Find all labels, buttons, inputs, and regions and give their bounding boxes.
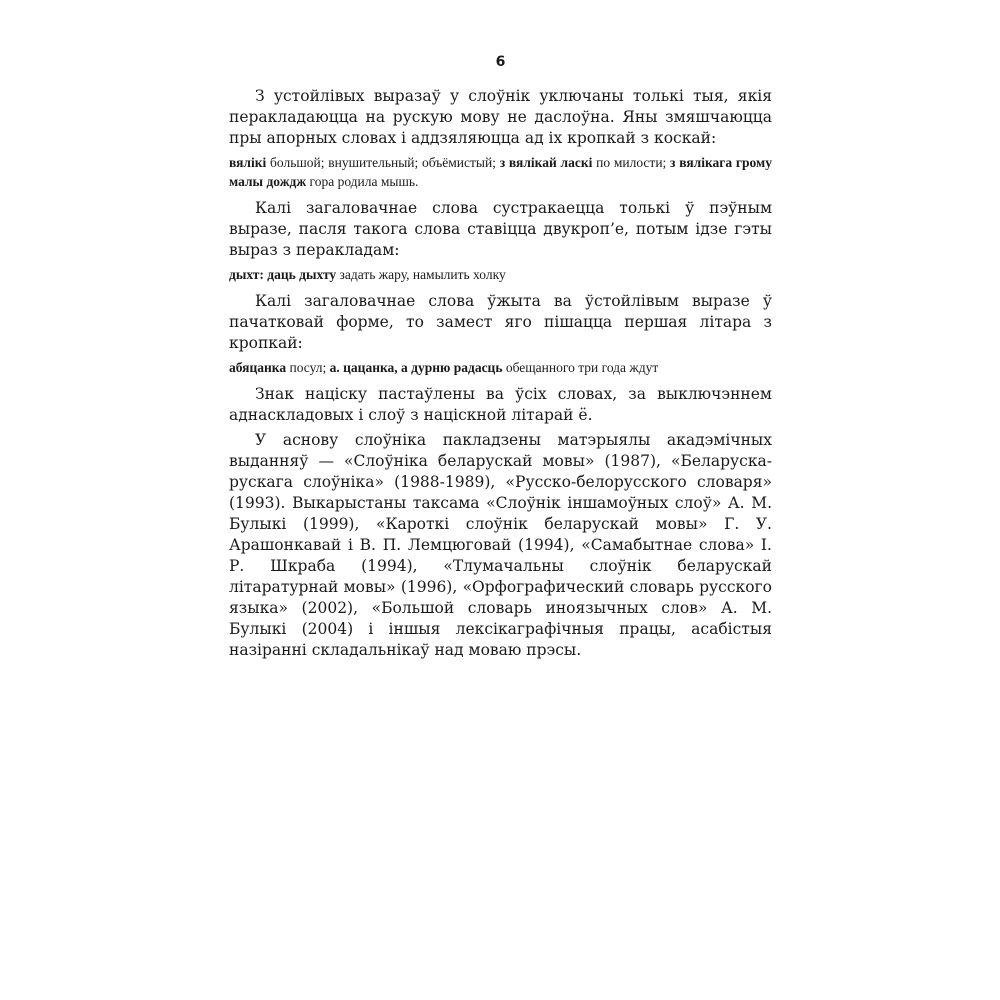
page-number: 6 [495,54,506,70]
example-translation: большой; внушительный; объёмистый; [266,155,500,170]
example-dykht [229,265,772,284]
example-term: абяцанка [229,360,287,375]
example-translation: задать жару, намылить холку [336,267,506,282]
example-velikі [229,153,772,191]
paragraph-sources: У аснову слоўніка пакладзены матэрыялы акадэмічных выданняў — «Слоўніка беларускай мовы» (1987), «Беларуска-рускага слоўніка» (1988-1989), «Русско-белорусского словаря» (1993). Выкарыстаны таксама «Слоўнік іншамоўных слоў» А. М. Булыкі (1999), «Кароткі слоўнік беларускай мовы» Г. У. Арашонкавай і В. П. Лемцюговай (1994), «Самабытнае слова» І. Р. Шкраба (1994), «Тлумачальны слоўнік беларускай літаратурнай мовы» (1996), «Орфографический словарь русского языка» (2002), «Большой словарь иноязычных слов» А. М. Булыкі (2004) і іншыя лексікаграфічныя працы, асабістыя назіранні складальнікаў над моваю прэсы. [229,431,772,659]
example-term: з вялікай ласкі [499,155,593,170]
document-page [229,52,772,665]
example-term: а. цацанка, а дурню радасць [329,360,503,375]
example-abyatsanka [229,358,772,377]
example-translation: по милости; [592,155,671,170]
example-term: дыхт: даць дыхту [229,267,337,282]
example-term: з вялікага грому малы дождж [229,155,772,189]
example-translation: посул; [286,360,330,375]
example-translation: обещанного три года ждут [502,360,659,375]
example-translation: гора родила мышь. [306,174,419,189]
paragraph-initial-letter: Калі загаловачнае слова ўжыта ва ўстойлівым выразе ў пачатковай форме, то замест яго пішацца першая літара з кропкай: [229,292,772,352]
example-term: вялікі [229,155,267,170]
paragraph-set-expressions: З устойлівых выразаў у слоўнік уключаны толькі тыя, якія перакладаюцца на рускую мову не даслоўна. Яны змяшчаюцца пры апорных словах і аддзяляюцца ад іх кропкай з коскай: [229,87,772,147]
paragraph-headword-in-phrase: Калі загаловачнае слова сустракаецца толькі ў пэўным выразе, пасля такога слова ставіцца двукроп’е, потым ідзе гэты выраз з перакладам: [229,199,772,259]
paragraph-stress-mark: Знак націску пастаўлены ва ўсіх словах, за выключэннем аднаскладовых і слоў з націскной літарай ё. [229,385,772,424]
